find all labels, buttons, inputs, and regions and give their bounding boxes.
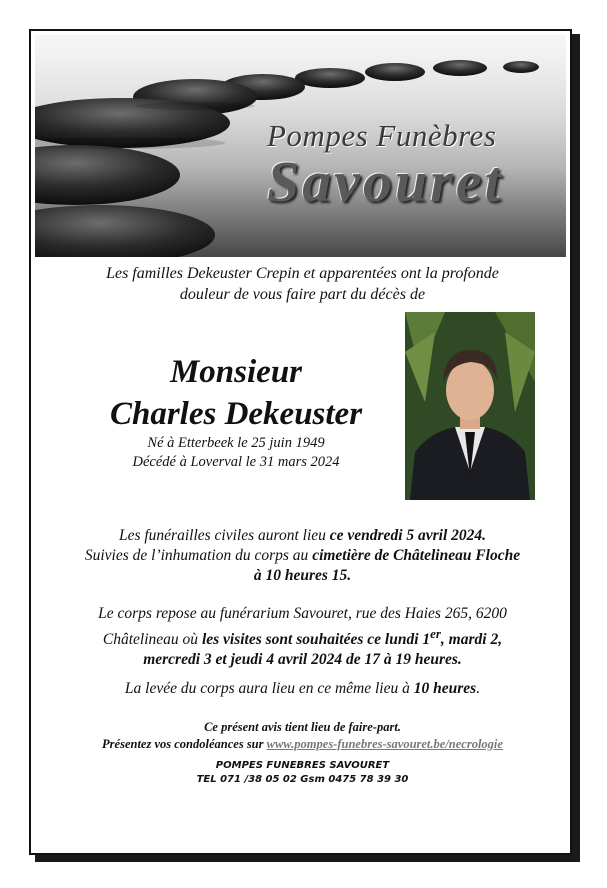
visits-days-start: les visites sont souhaitées ce lundi 1 bbox=[201, 631, 431, 649]
intro-line-1: Les familles Dekeuster Crepin et apparentées ont la profonde bbox=[106, 265, 499, 282]
footer bbox=[41, 759, 564, 787]
lift-info bbox=[41, 679, 564, 699]
visits-days bbox=[201, 626, 503, 649]
notice-line-2 bbox=[41, 736, 564, 753]
visits-line-3 bbox=[41, 650, 564, 670]
visits-location: Châtelineau où bbox=[102, 631, 202, 649]
visits-hours: mercredi 3 et jeudi 4 avril 2024 de 17 à 19 heures. bbox=[143, 651, 462, 669]
condolence-link[interactable]: www.pompes-funebres-savouret.be/necrologie bbox=[266, 737, 503, 751]
lift-end: . bbox=[476, 680, 481, 697]
portrait-image bbox=[405, 312, 535, 500]
funeral-info bbox=[41, 526, 564, 586]
header-banner bbox=[35, 35, 566, 257]
visits-days-rest: , mardi 2, bbox=[440, 631, 503, 649]
ordinal-suffix: er bbox=[430, 626, 441, 641]
funeral-text: Les funérailles civiles auront lieu bbox=[118, 527, 330, 544]
visits-line-1: Le corps repose au funérarium Savouret, rue des Haies 265, 6200 bbox=[98, 605, 507, 622]
burial-text: Suivies de l’inhumation du corps au bbox=[84, 547, 313, 564]
condolence-notice bbox=[41, 719, 564, 753]
company-name: POMPES FUNEBRES SAVOURET bbox=[215, 760, 390, 771]
birth-info: Né à Etterbeek le 25 juin 1949 bbox=[147, 435, 325, 451]
condolence-text: Présentez vos condoléances sur bbox=[102, 737, 267, 751]
brand-name: Savouret bbox=[267, 149, 504, 214]
company-phone: TEL 071 /38 05 02 Gsm 0475 78 39 30 bbox=[196, 774, 409, 785]
deceased-name: Charles Dekeuster bbox=[109, 396, 363, 432]
intro-line-2: douleur de vous faire part du décès de bbox=[179, 286, 426, 303]
deceased-photo bbox=[405, 312, 535, 500]
notice-line-1: Ce présent avis tient lieu de faire-part. bbox=[204, 720, 401, 734]
funeral-line-3 bbox=[41, 566, 564, 586]
lift-text: La levée du corps aura lieu en ce même lieu à bbox=[124, 680, 414, 697]
cemetery-name: cimetière de Châtelineau Floche bbox=[312, 547, 521, 564]
visits-info bbox=[41, 604, 564, 670]
funeral-line-2 bbox=[41, 546, 564, 566]
lift-time: 10 heures bbox=[413, 680, 477, 697]
brand-line-1: Pompes Funèbres bbox=[267, 118, 497, 153]
burial-time: à 10 heures 15. bbox=[253, 567, 352, 584]
funeral-line-1 bbox=[41, 526, 564, 546]
civility: Monsieur bbox=[169, 354, 303, 390]
intro-text bbox=[31, 263, 574, 305]
obituary-card bbox=[29, 29, 572, 855]
death-info: Décédé à Loverval le 31 mars 2024 bbox=[132, 454, 340, 470]
funeral-date: ce vendredi 5 avril 2024. bbox=[329, 527, 487, 544]
visits-line-2 bbox=[41, 624, 564, 650]
life-dates bbox=[91, 434, 381, 472]
